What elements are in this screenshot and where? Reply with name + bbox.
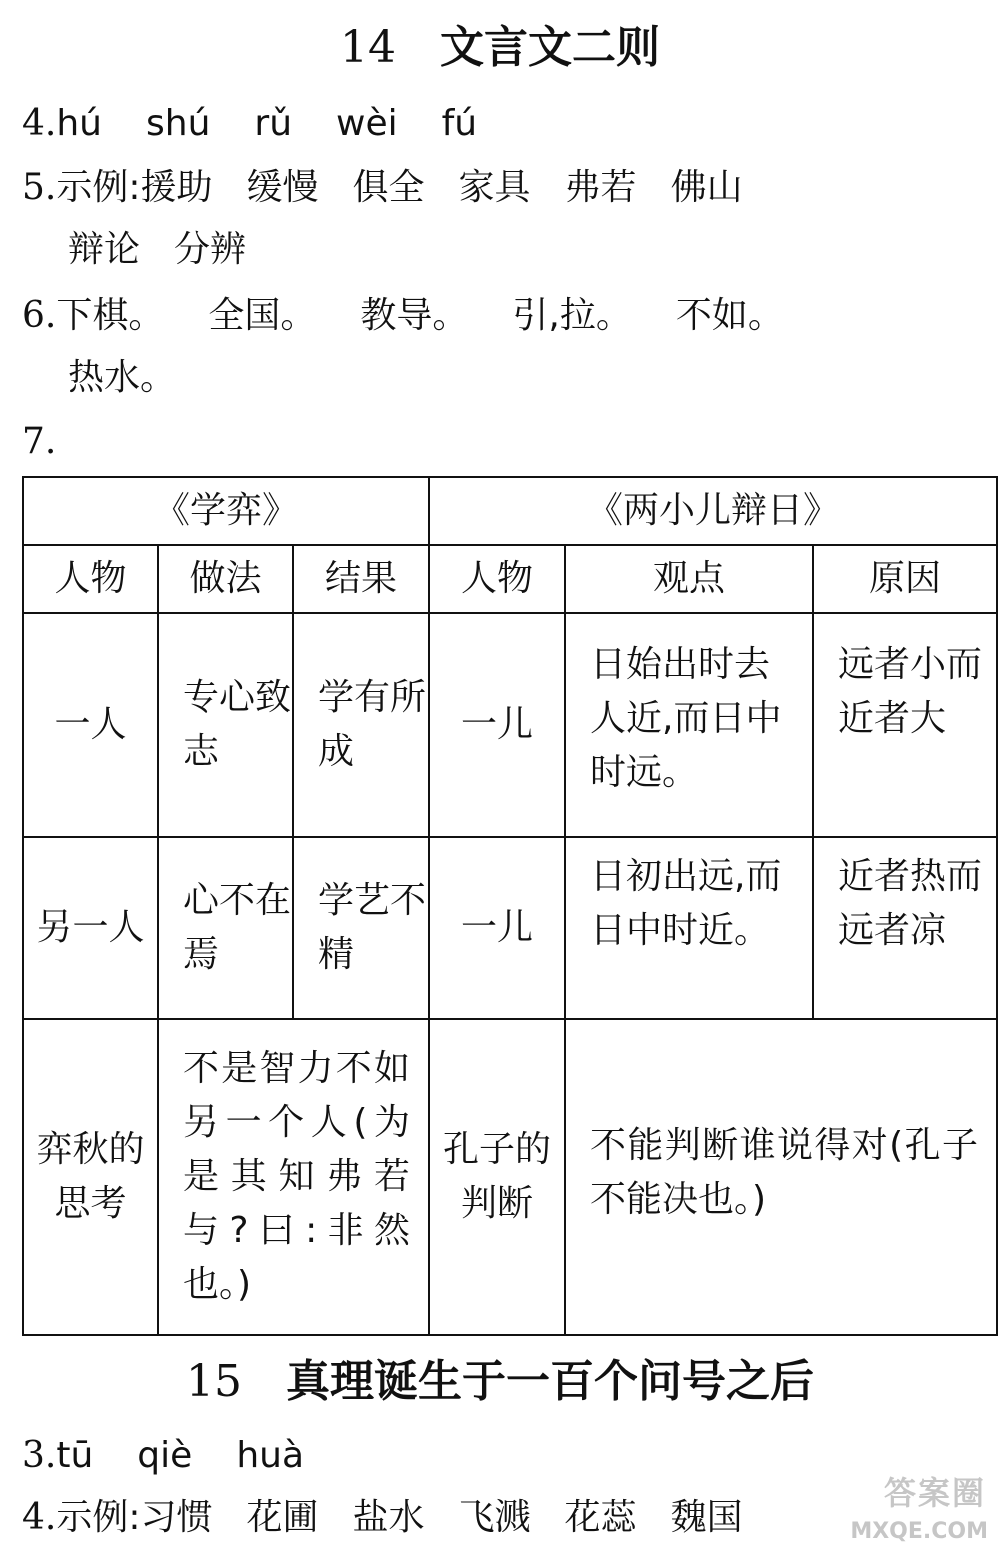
word: 分辨 — [174, 229, 247, 270]
question-number: 7. — [22, 421, 57, 462]
table-cell: 远者小而近者大 — [813, 613, 997, 837]
question-number: 6. — [22, 295, 57, 336]
example-word: 示例:习惯 — [56, 1497, 213, 1538]
word: 魏国 — [670, 1497, 743, 1538]
table-cell: 学艺不精 — [293, 837, 429, 1019]
answer-5 — [22, 164, 777, 212]
question-number: 4. — [22, 103, 57, 144]
pinyin: qiè — [137, 1435, 193, 1476]
question-number: 4. — [22, 1497, 57, 1538]
answer-7-table — [22, 476, 998, 1336]
section-15-heading — [0, 1354, 1000, 1410]
table-cell: 另一人 — [23, 837, 158, 1019]
word: 缓慢 — [246, 167, 319, 208]
section-title: 真理诞生于一百个问号之后 — [286, 1356, 814, 1407]
answer-6 — [22, 292, 828, 340]
pinyin: hú — [56, 103, 102, 144]
pinyin: rǔ — [254, 103, 293, 144]
question-number: 5. — [22, 167, 57, 208]
table-cell: 日始出时去人近,而日中时远。 — [565, 613, 813, 837]
word: 花蕊 — [564, 1497, 637, 1538]
table-cell: 不是智力不如另一个人(为是其知弗若与?曰:非然也。) — [158, 1019, 429, 1335]
word: 弗若 — [564, 167, 637, 208]
table-cell: 学有所成 — [293, 613, 429, 837]
section-number: 15 — [186, 1356, 242, 1407]
pinyin: tū — [56, 1435, 94, 1476]
section-number: 14 — [340, 22, 396, 73]
table-cell: 孔子的判断 — [429, 1019, 565, 1335]
pinyin: fú — [441, 103, 478, 144]
answer-4 — [22, 100, 521, 148]
meaning: 热水。 — [68, 357, 177, 398]
header-xueyi: 《学弈》 — [23, 477, 429, 545]
table-cell: 专心致志 — [158, 613, 293, 837]
table-cell: 一儿 — [429, 613, 565, 837]
col-header: 观点 — [565, 545, 813, 613]
meaning: 下棋。 — [56, 295, 165, 336]
meaning: 教导。 — [360, 295, 469, 336]
col-header: 人物 — [429, 545, 565, 613]
table-cell: 不能判断谁说得对(孔子不能决也。) — [565, 1019, 997, 1335]
watermark-text: 答案圈 — [883, 1474, 986, 1512]
meaning: 不如。 — [675, 295, 784, 336]
meaning: 引,拉。 — [512, 295, 632, 336]
answer-7 — [22, 418, 56, 466]
pinyin: huà — [236, 1435, 305, 1476]
word: 佛山 — [670, 167, 743, 208]
meaning: 全国。 — [208, 295, 317, 336]
section-title: 文言文二则 — [440, 22, 660, 73]
col-header: 原因 — [813, 545, 997, 613]
table-cell: 心不在焉 — [158, 837, 293, 1019]
table-cell: 日初出远,而日中时近。 — [565, 837, 813, 1019]
word: 飞溅 — [458, 1497, 531, 1538]
answer-15-4 — [22, 1494, 777, 1542]
section-14-heading — [0, 20, 1000, 76]
question-number: 3. — [22, 1435, 57, 1476]
col-header: 人物 — [23, 545, 158, 613]
header-liangxiaoer: 《两小儿辩日》 — [429, 477, 997, 545]
col-header: 做法 — [158, 545, 293, 613]
word: 家具 — [458, 167, 531, 208]
word: 盐水 — [352, 1497, 425, 1538]
pinyin: wèi — [336, 103, 398, 144]
table-cell: 一儿 — [429, 837, 565, 1019]
table-cell: 弈秋的思考 — [23, 1019, 158, 1335]
table-cell: 近者热而远者凉 — [813, 837, 997, 1019]
example-word: 示例:援助 — [56, 167, 213, 208]
watermark-url: MXQE.COM — [850, 1519, 988, 1544]
col-header: 结果 — [293, 545, 429, 613]
answer-6-cont — [68, 354, 220, 402]
watermark — [802, 1468, 992, 1544]
word: 辩论 — [68, 229, 141, 270]
answer-15-3 — [22, 1432, 348, 1480]
word: 俱全 — [352, 167, 425, 208]
word: 花圃 — [246, 1497, 319, 1538]
pinyin: shú — [146, 103, 211, 144]
table-cell: 一人 — [23, 613, 158, 837]
answer-5-cont — [68, 226, 280, 274]
